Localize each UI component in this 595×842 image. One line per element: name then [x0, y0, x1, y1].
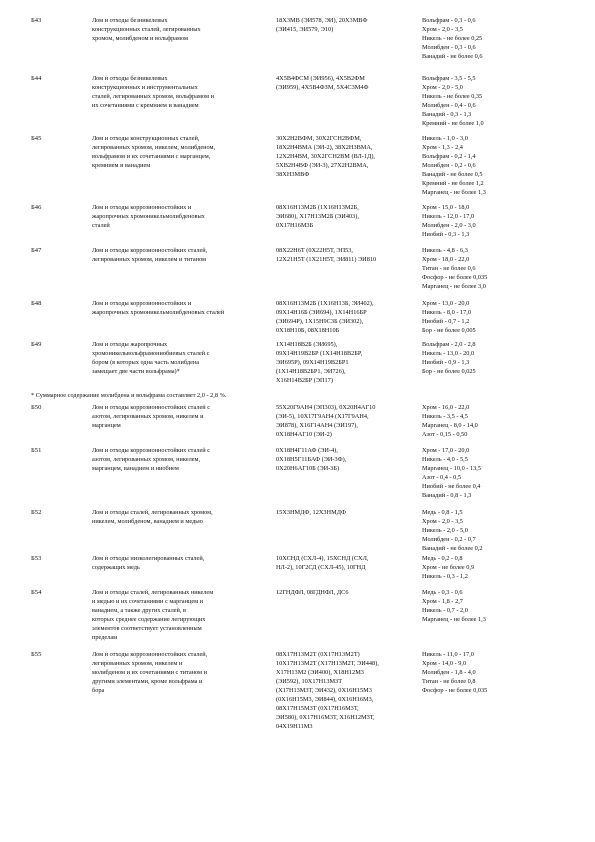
grade-line: 12Х21Н5Т (1Х21Н5Т, ЭИ811) ЭИ810 [276, 256, 377, 263]
composition-line: Молибден - 0,4 - 0,6 [422, 102, 476, 109]
grade-line: (ЭИ415, ЭИ579, Э10) [276, 26, 334, 33]
composition-line: Хром - 1,8 - 2,7 [422, 598, 463, 605]
description-line: Лом и отходы коррозионностойких и [92, 300, 192, 307]
waste-description [92, 340, 274, 376]
description-line: элементов соответствует установленным [92, 625, 202, 632]
description-line: вольфрамом и их сочетаниями с марганцем, [92, 153, 211, 160]
description-line: Лом и отходы безникелевых [92, 75, 168, 82]
composition-line: Азот - 0,15 - 0,50 [422, 431, 468, 438]
composition-line: Никель - 0,7 - 2,0 [422, 607, 468, 614]
waste-code: Б46 [31, 204, 42, 211]
steel-grades [276, 74, 419, 92]
description-line: молибденом и их сочетаниями с титаном и [92, 669, 207, 676]
grade-line: Х16Н14В2БР (ЭП17) [276, 377, 333, 384]
description-line: легированных хромом, никелем и титаном [92, 256, 207, 263]
grade-line: 0Х17Н16М3Б [276, 222, 314, 229]
composition-line: Марганец - не более 1,3 [422, 189, 486, 196]
waste-code: Б51 [31, 447, 42, 454]
description-line: пределам [92, 634, 118, 641]
composition-line: Ванадий - не более 0,5 [422, 171, 483, 178]
waste-code: Б45 [31, 135, 42, 142]
description-line: Лом и отходы жаропрочных [92, 341, 168, 348]
composition-line: Фосфор - не более 0,035 [422, 687, 488, 694]
composition-line: Титан - не более 0,6 [422, 265, 476, 272]
composition-line: Никель - 12,0 - 17,0 [422, 213, 475, 220]
grade-line: 10ХСНД (СХЛ-4), 15ХСНД (СХЛ, [276, 555, 369, 562]
composition-line: Никель - 1,0 - 3,0 [422, 135, 468, 142]
waste-description [92, 650, 274, 695]
chemical-composition [422, 203, 582, 239]
composition-line: Кремний - не более 1,0 [422, 120, 484, 127]
composition-line: Ниобий - не более 0,4 [422, 483, 481, 490]
composition-line: Марганец - 10,0 - 13,5 [422, 465, 481, 472]
chemical-composition [422, 340, 582, 376]
description-line: сталей, легированных хромом, вольфрамом и [92, 93, 214, 100]
waste-code: Б54 [31, 589, 42, 596]
grade-line: (ЭИ694Р), 1Х15Н9С3Б (ЭИ302), [276, 318, 364, 325]
description-line: другими элементами, кроме вольфрама и [92, 678, 203, 685]
description-line: Лом и отходы низколегированных сталей, [92, 555, 205, 562]
composition-line: Хром - 14,0 - 9,0 [422, 660, 467, 667]
composition-line: Никель - не более 0,25 [422, 35, 483, 42]
waste-description [92, 246, 274, 264]
grade-line: ЭИ580), 0Х17Н16М3Т, Х16Н12М3Т, [276, 714, 375, 721]
waste-description [92, 16, 274, 43]
waste-description [92, 588, 274, 642]
grade-line: 15Х3НМДФ, 12Х3НМДФ [276, 509, 346, 516]
grade-line: 4Х5В4ФСМ (ЭИ956), 4Х5В2ФМ [276, 75, 365, 82]
composition-line: Марганец - не более 3,0 [422, 283, 486, 290]
chemical-composition [422, 403, 582, 439]
description-line: хромоникельвольфрамониобиевых сталей с [92, 350, 210, 357]
description-line: содержащих медь [92, 564, 140, 571]
waste-code: Б55 [31, 651, 42, 658]
grade-line: 0Х18Н4Г11АФ (ЭИ-4), [276, 447, 338, 454]
composition-line: Ванадий - не более 0,2 [422, 545, 483, 552]
steel-grades [276, 299, 419, 335]
description-line: которых среднее содержание легирующих [92, 616, 206, 623]
composition-line: Никель - 11,0 - 17,0 [422, 651, 474, 658]
chemical-composition [422, 588, 582, 624]
waste-description [92, 403, 274, 430]
chemical-composition [422, 446, 582, 500]
composition-line: Никель - 8,0 - 17,0 [422, 309, 472, 316]
grade-line: 08Х16Н13М2Б (1Х16Н13М2Б, [276, 204, 359, 211]
chemical-composition [422, 74, 582, 128]
waste-description [92, 299, 274, 317]
chemical-composition [422, 650, 582, 695]
composition-line: Молибден - 2,0 - 3,0 [422, 222, 476, 229]
grade-line: 18Х2Н4ВМА (ЭИ-2), 38Х2Н3ВМА, [276, 144, 373, 151]
grade-line: ЭИ680), Х17Н13М2Б (ЭИ403), [276, 213, 359, 220]
grade-line: (ЭИ592), 10Х17Н13М3Т [276, 678, 343, 685]
description-line: Лом и отходы коррозионностойких сталей с [92, 404, 211, 411]
description-line: жаропрочных хромоникельмолибденовых [92, 213, 205, 220]
description-line: легированных хромом, никелем, молибденом, [92, 144, 216, 151]
composition-line: Никель - 0,3 - 1,2 [422, 573, 468, 580]
steel-grades [276, 203, 419, 230]
grade-line: 08Х17Н13М2Т (0Х17Н13М2Т) [276, 651, 360, 658]
composition-line: Никель - 4,0 - 5,5 [422, 456, 468, 463]
composition-line: Медь - 0,8 - 1,5 [422, 509, 463, 516]
composition-line: Хром - 13,0 - 20,0 [422, 300, 470, 307]
composition-line: Ниобий - 0,7 - 1,2 [422, 318, 470, 325]
description-line: Лом и отходы коррозионностойких сталей, [92, 651, 208, 658]
composition-line: Молибден - 0,2 - 0,7 [422, 536, 476, 543]
description-line: жаропрочных хромоникельмолибденовых сталей [92, 309, 225, 316]
steel-grades [276, 340, 419, 385]
waste-description [92, 74, 274, 110]
grade-line: 04Х19Н11М3 [276, 723, 313, 730]
grade-line: ЭИ695Р), 09Х14Н19В2БР1 [276, 359, 349, 366]
description-line: легированных хромом, никелем и [92, 660, 183, 667]
composition-line: Бор - не более 0,025 [422, 368, 476, 375]
description-line: сталей [92, 222, 110, 229]
waste-code: Б49 [31, 341, 42, 348]
composition-line: Молибден - 1,8 - 4,0 [422, 669, 476, 676]
grade-line: (0Х16Н15М3, ЭИ844), 0Х16Н16М3, [276, 696, 374, 703]
description-line: хромом, молибденом и вольфрамом [92, 35, 189, 42]
composition-line: Хром - 15,0 - 18,0 [422, 204, 470, 211]
steel-grades [276, 588, 419, 597]
grade-line: Х17Н13М2 (ЭИ400), Х18Н12М3 [276, 669, 364, 676]
description-line: азотом, легированных хромом, никелем, [92, 456, 201, 463]
grade-line: 08Х22Н6Т (0Х22Н5Т, ЭП53, [276, 247, 353, 254]
chemical-composition [422, 16, 582, 61]
waste-description [92, 446, 274, 473]
composition-line: Вольфрам - 3,5 - 5,5 [422, 75, 476, 82]
description-line: кремнием и ванадием [92, 162, 151, 169]
composition-line: Хром - 18,0 - 22,0 [422, 256, 470, 263]
composition-line: Никель - 3,5 - 4,5 [422, 413, 468, 420]
composition-line: Вольфрам - 0,3 - 0,6 [422, 17, 476, 24]
description-line: бором (в которых одна часть молибдена [92, 359, 200, 366]
waste-code: Б52 [31, 509, 42, 516]
steel-grades [276, 403, 419, 439]
composition-line: Марганец - не более 1,3 [422, 616, 486, 623]
grade-line: 1Х14Н18В2Б (ЭИ695), [276, 341, 338, 348]
description-line: замещает две части вольфрама)* [92, 368, 180, 375]
chemical-composition [422, 299, 582, 335]
composition-line: Никель - 2,0 - 5,0 [422, 527, 468, 534]
waste-code: Б47 [31, 247, 42, 254]
waste-description [92, 134, 274, 170]
grade-line: 18Х3МВ (ЭИ578, ЭИ), 20Х3МВФ [276, 17, 368, 24]
steel-grades [276, 650, 419, 731]
grade-line: (ЭИ-5), 10Х17Г9АН4 (Х17Г9АН4, [276, 413, 369, 420]
steel-grades [276, 508, 419, 517]
description-line: бора [92, 687, 105, 694]
composition-line: Молибден - 0,3 - 0,6 [422, 44, 476, 51]
composition-line: Вольфрам - 0,2 - 1,4 [422, 153, 476, 160]
composition-line: Фосфор - не более 0,035 [422, 274, 488, 281]
description-line: ванадием, а также других сталей, в [92, 607, 187, 614]
grade-line: 0Х20Н6АГ10Б (ЭИ-3Б) [276, 465, 340, 472]
grade-line: 0Х18Н10Б, 08Х18Н10Б [276, 327, 340, 334]
composition-line: Хром - 1,3 - 2,4 [422, 144, 463, 151]
composition-line: Хром - 17,0 - 20,0 [422, 447, 470, 454]
steel-grades [276, 554, 419, 572]
description-line: Лом и отходы коррозионностойких сталей, [92, 247, 208, 254]
composition-line: Никель - 4,8 - 6,3 [422, 247, 468, 254]
grade-line: 0Х18Н4АГ10 (ЭИ-2) [276, 431, 332, 438]
waste-code: Б44 [31, 75, 42, 82]
description-line: их сочетаниями с кремнием и ванадием [92, 102, 199, 109]
description-line: Лом и отходы коррозионностойких и [92, 204, 192, 211]
grade-line: 5ХВ2Н4ВФ (ЭИ-3), 27Х2Н2ВМА, [276, 162, 369, 169]
description-line: Лом и отходы сталей, легированных никелем [92, 589, 214, 596]
composition-line: Медь - 0,3 - 0,6 [422, 589, 463, 596]
description-line: марганцем [92, 422, 121, 429]
grade-line: 08Х16Н13М2Б (1Х16Н13Б, ЭИ402), [276, 300, 374, 307]
grade-line: 08Х17Н15М3Т (0Х17Н16М3Т, [276, 705, 359, 712]
chemical-composition [422, 508, 582, 553]
composition-line: Ванадий - не более 0,6 [422, 53, 483, 60]
grade-line: (ЭИ959), 4Х5В4ФЗМ, 5Х4С3М4Ф [276, 84, 369, 91]
composition-line: Ванадий - 0,3 - 1,3 [422, 111, 472, 118]
composition-line: Хром - 2,0 - 5,0 [422, 84, 463, 91]
steel-grades [276, 134, 419, 179]
composition-line: Хром - 2,0 - 3,5 [422, 518, 463, 525]
grade-line: 10Х17Н13М2Т (Х17Н13М2Т, ЭИ448), [276, 660, 379, 667]
composition-line: Ванадий - 0,8 - 1,3 [422, 492, 472, 499]
grade-line: 0Х18Н5Г11БАФ (ЭИ-3Ф), [276, 456, 347, 463]
composition-line: Вольфрам - 2,0 - 2,8 [422, 341, 476, 348]
waste-code: Б43 [31, 17, 42, 24]
grade-line: (Х17Н13М3Т, ЭИ432), 0Х16Н15М3 [276, 687, 372, 694]
description-line: Лом и отходы сталей, легированных хромом, [92, 509, 213, 516]
footnote: * Суммарное содержание молибдена и вольфрама составляет 2,0 - 2,8 %. [31, 392, 227, 399]
waste-description [92, 203, 274, 230]
steel-grades [276, 446, 419, 473]
chemical-composition [422, 246, 582, 291]
description-line: и медью и их сочетаниями с марганцем и [92, 598, 204, 605]
waste-code: Б53 [31, 555, 42, 562]
composition-line: Молибден - 0,2 - 0,6 [422, 162, 476, 169]
composition-line: Кремний - не более 1,2 [422, 180, 484, 187]
composition-line: Хром - не более 0,9 [422, 564, 475, 571]
composition-line: Хром - 16,0 - 22,0 [422, 404, 470, 411]
grade-line: 12Х2Н4ВМ, 30Х2ГСН2ВМ (ВЛ-1Д), [276, 153, 375, 160]
waste-description [92, 508, 274, 526]
waste-description [92, 554, 274, 572]
waste-code: Б48 [31, 300, 42, 307]
description-line: Лом и отходы коррозионностойких сталей с [92, 447, 211, 454]
waste-code: Б50 [31, 404, 42, 411]
grade-line: 30Х2Н2ВФМ, 30Х2ГСН2ВФМ, [276, 135, 362, 142]
description-line: конструкционных сталей, легированных [92, 26, 201, 33]
composition-line: Никель - 13,0 - 20,0 [422, 350, 475, 357]
description-line: никелем, молибденом, ванадием и медью [92, 518, 203, 525]
grade-line: ЭИ878), Х16Г14АН4 (ЭИ197), [276, 422, 358, 429]
composition-line: Медь - 0,2 - 0,8 [422, 555, 463, 562]
description-line: конструкционных и инструментальных [92, 84, 198, 91]
description-line: марганцем, ванадием и ниобием [92, 465, 179, 472]
description-line: Лом и отходы конструкционных сталей, [92, 135, 200, 142]
grade-line: (1Х14Н18В2БР1, ЭИ726), [276, 368, 346, 375]
steel-grades [276, 246, 419, 264]
composition-line: Бор - не более 0,005 [422, 327, 476, 334]
grade-line: 38ХН3МВФ [276, 171, 310, 178]
composition-line: Никель - не более 0,35 [422, 93, 483, 100]
description-line: азотом, легированных хромом, никелем и [92, 413, 204, 420]
grade-line: 09Х14Н19В2БР (1Х14Н18В2БР, [276, 350, 363, 357]
steel-grades [276, 16, 419, 34]
grade-line: 12ГНДФЛ, 08ГДНФЛ, ДС6 [276, 589, 349, 596]
grade-line: 55Х20Г9АН4 (ЭП303), 0Х20Н4АГ10 [276, 404, 376, 411]
grade-line: НЛ-2), 10Г2СД (СХЛ-45), 10ГНД [276, 564, 366, 571]
chemical-composition [422, 554, 582, 581]
description-line: Лом и отходы безникелевых [92, 17, 168, 24]
grade-line: 09Х14Н16Б (ЭИ694), 1Х14Н16БР [276, 309, 367, 316]
chemical-composition [422, 134, 582, 197]
composition-line: Хром - 2,0 - 3,5 [422, 26, 463, 33]
composition-line: Марганец - 8,0 - 14,0 [422, 422, 478, 429]
composition-line: Титан - не более 0,8 [422, 678, 476, 685]
composition-line: Азот - 0,4 - 0,5 [422, 474, 462, 481]
composition-line: Ниобий - 0,3 - 1,3 [422, 231, 470, 238]
composition-line: Ниобий - 0,9 - 1,3 [422, 359, 470, 366]
